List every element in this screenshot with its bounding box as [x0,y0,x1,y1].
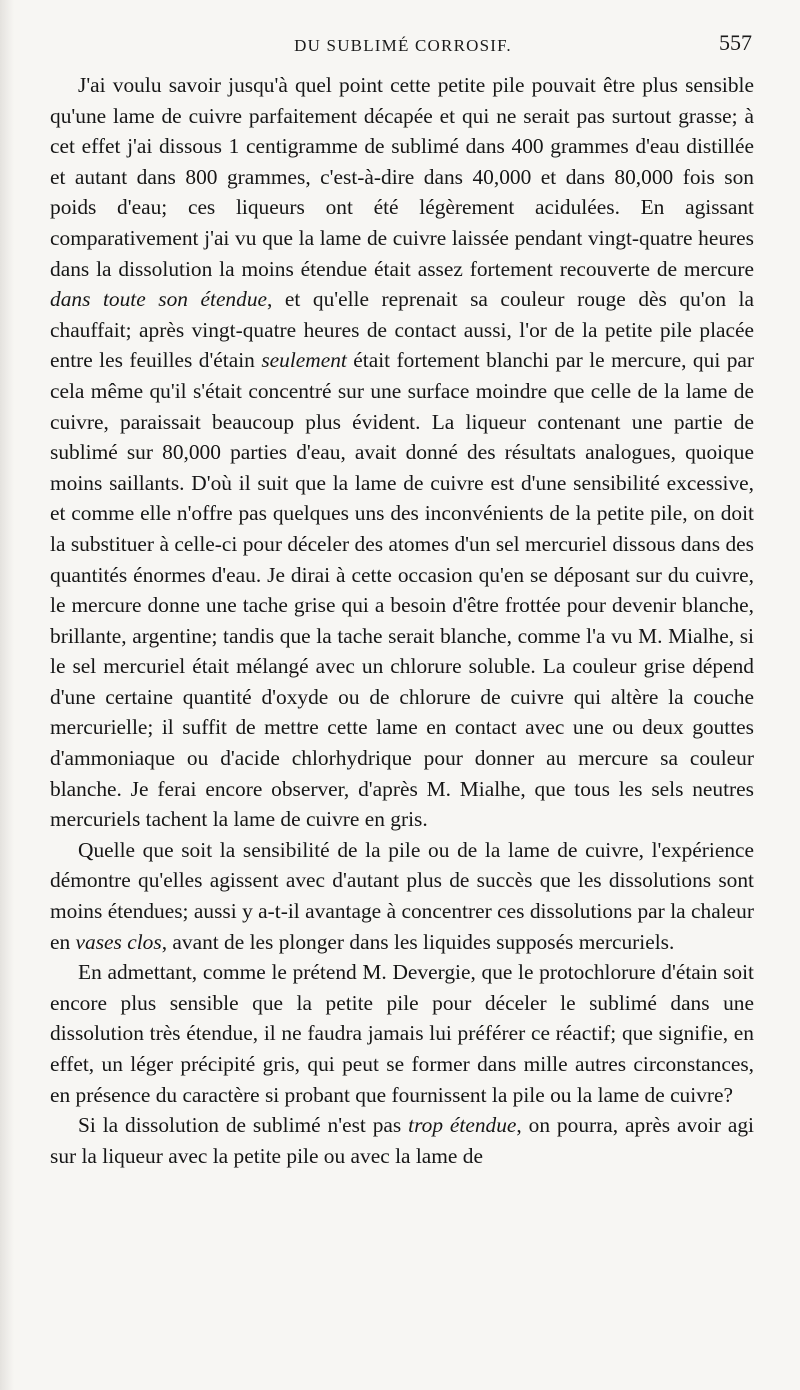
text-run: En admettant, comme le prétend M. Devergie, que le protochlorure d'étain soit encore plus sensible que la petite pile pour déceler le sublimé dans une dissolution très étendue, il ne faudra jamais lui préférer ce réactif; que signifie, en effet, un léger précipité gris, qui peut se former dans mille autres circonstances, en présence du caractère si probant que fournissent la pile ou la lame de cuivre? [50,960,754,1107]
text-run: , avant de les plonger dans les liquides supposés mercuriels. [161,929,675,954]
page-header [50,30,756,66]
paragraph-4 [50,1110,754,1171]
italic-phrase: vases clos [75,929,162,954]
text-run: , on pourra, après avoir agi sur la liqueur avec la petite pile ou avec la lame de [50,1113,754,1168]
text-run: Quelle que soit la sensibilité de la pile ou de la lame de cuivre, l'expérience démontre qu'elles agissent avec d'autant plus de succès que les dissolutions sont moins étendues; aussi y a-t-il avantage à concentrer ces dissolutions par la chaleur en [50,837,754,954]
text-run: , et qu'elle reprenait sa couleur rouge dès qu'on la chauffait; après vingt-quatre heures de contact aussi, l'or de la petite pile placée entre les feuilles d'étain [50,287,754,373]
page-gutter-shadow [0,0,14,1390]
body-text [50,70,754,1171]
text-run: Si la dissolution de sublimé n'est pas [78,1113,409,1138]
running-title: DU SUBLIMÉ CORROSIF. [294,36,512,55]
text-run: J'ai voulu savoir jusqu'à quel point cette petite pile pouvait être plus sensible qu'une lame de cuivre parfaitement décapée et qui ne serait pas surtout grasse; à cet effet j'ai dissous 1 centigramme de sublimé dans 400 grammes d'eau distillée et autant dans 800 grammes, c'est-à-dire dans 40,000 et dans 80,000 fois son poids d'eau; ces liqueurs ont été légèrement acidulées. En agissant comparativement j'ai vu que la lame de cuivre laissée pendant vingt-quatre heures dans la dissolution la moins étendue était assez fortement recouverte de mercure [50,73,754,281]
italic-phrase: seulement [261,348,347,373]
text-run: était fortement blanchi par le mercure, qui par cela même qu'il s'était concentré sur une surface moindre que celle de la lame de cuivre, paraissait beaucoup plus évident. La liqueur contenant une partie de sublimé sur 80,000 parties d'eau, avait donné des résultats analogues, quoique moins saillants. D'où il suit que la lame de cuivre est d'une sensibilité excessive, et comme elle n'offre pas quelques uns des inconvénients de la petite pile, on doit la substituer à celle-ci pour déceler des atomes d'un sel mercuriel dissous dans des quantités énormes d'eau. Je dirai à cette occasion qu'en se déposant sur du cuivre, le mercure donne une tache grise qui a besoin d'être frottée pour devenir blanche, brillante, argentine; tandis que la tache serait blanche, comme l'a vu M. Mialhe, si le sel mercuriel était mélangé avec un chlorure soluble. La couleur grise dépend d'une certaine quantité d'oxyde ou de chlorure de cuivre qui altère la couche mercurielle; il suffit de mettre cette lame en contact avec une ou deux gouttes d'ammoniaque ou d'acide chlorhydrique pour donner au mercure sa couleur blanche. Je ferai encore observer, d'après M. Mialhe, que tous les sels neutres mercuriels tachent la lame de cuivre en gris. [50,348,755,832]
italic-phrase: trop étendue [408,1113,517,1138]
paragraph-1 [50,70,754,835]
page-number: 557 [719,30,752,55]
paragraph-2 [50,835,754,957]
paragraph-3 [50,957,754,1110]
italic-phrase: dans toute son étendue [50,287,268,312]
